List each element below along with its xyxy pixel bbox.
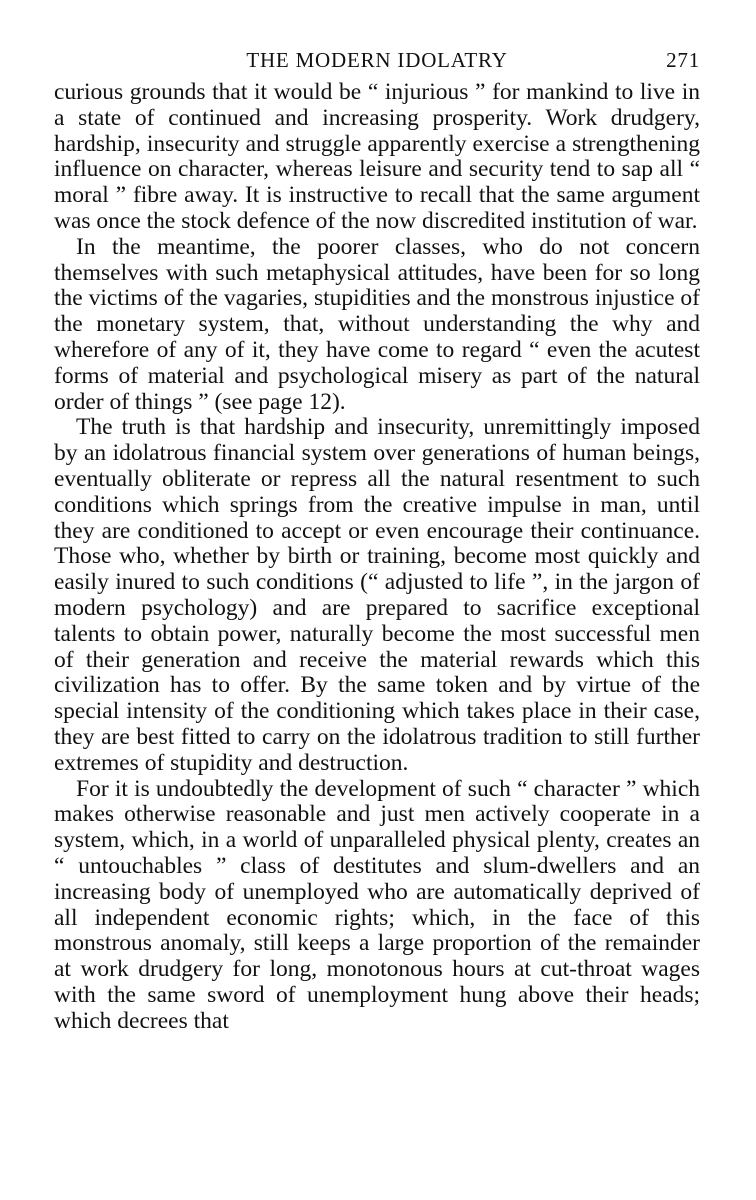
running-title: THE MODERN IDOLATRY (246, 48, 508, 72)
paragraph: For it is undoubtedly the development of such “ character ” which makes otherwise reasonable and just men actively cooperate in a system, which, in a world of unparalleled physical plenty, creates an “ untouchables ” class of destitutes and slum-dwellers and an increasing body of unemployed who are automatically deprived of all independent economic rights; which, in the face of this monstrous anomaly, still keeps a large proportion of the remainder at work drudgery for long, monotonous hours at cut-throat wages with the same sword of unemployment hung above their heads; which decrees that (54, 775, 700, 1034)
body-text (54, 80, 700, 1034)
paragraph-continued: curious grounds that it would be “ injurious ” for mankind to live in a state of continued and increasing prosperity. Work drudgery, hardship, insecurity and struggle apparently exercise a strengthening influence on character, whereas leisure and security tend to sap all “ moral ” fibre away. It is instructive to recall that the same argument was once the stock defence of the now discredited institution of war. (54, 79, 700, 234)
paragraph: In the meantime, the poorer classes, who do not concern themselves with such metaphysical attitudes, have been for so long the victims of the vagaries, stupidities and the monstrous injustice of the monetary system, that, without understanding the why and wherefore of any of it, they have come to regard “ even the acutest forms of material and psychological misery as part of the natural order of things ” (see page 12). (54, 233, 700, 415)
page-number: 271 (666, 48, 700, 72)
paragraph: The truth is that hardship and insecurity, unremittingly imposed by an idolatrous financial system over generations of human beings, eventually obliterate or repress all the natural resentment to such conditions which springs from the creative impulse in man, until they are conditioned to accept or even encourage their continuance. Those who, whether by birth or training, become most quickly and easily inured to such conditions (“ adjusted to life ”, in the jargon of modern psychology) and are prepared to sacrifice exceptional talents to obtain power, naturally become the most successful men of their generation and receive the material rewards which this civilization has to offer. By the same token and by virtue of the special intensity of the conditioning which takes place in their case, they are best fitted to carry on the idolatrous tradition to still further extremes of stupidity and destruction. (54, 414, 700, 776)
book-page (54, 46, 700, 1034)
running-header (54, 46, 700, 80)
